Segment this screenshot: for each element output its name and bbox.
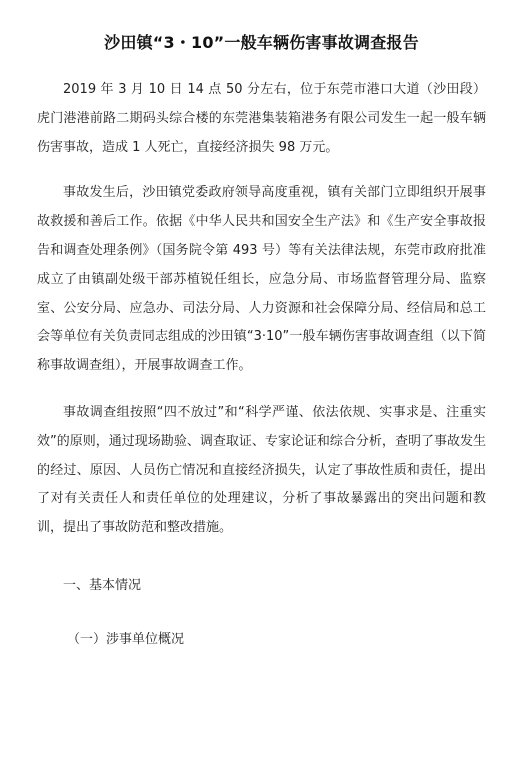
paragraph-investigation-team: 事故发生后，沙田镇党委政府领导高度重视，镇有关部门立即组织开展事故救援和善后工作。依据《中华人民共和国安全生产法》和《生产安全事故报告和调查处理条例》（国务院令第 493 号）等有关法律法规，东莞市政府批准成立了由镇副处级干部苏植锐任组长，应急分局、市场监督管理分局、监察室、公安分局、应急办、司法分局、人力资源和社会保障分局、经信局和总工会等单位有关负责同志组成的沙田镇“3·10”一般车辆伤害事故调查组（以下简称事故调查组），开展事故调查工作。	[37, 185, 486, 374]
paragraph-investigation-principles: 事故调查组按照“四不放过”和“科学严谨、依法依规、实事求是、注重实效”的原则，通过现场勘验、调查取证、专家论证和综合分析，查明了事故发生的经过、原因、人员伤亡情况和直接经济损失，认定了事故性质和责任，提出了对有关责任人和责任单位的处理建议，分析了事故暴露出的突出问题和教训，提出了事故防范和整改措施。	[37, 404, 486, 536]
section-heading-basic-info: 一、基本情况	[63, 577, 142, 593]
document-title: 沙田镇“3・10”一般车辆伤害事故调查报告	[104, 33, 419, 52]
subsection-heading-company-overview: （一）涉事单位概况	[67, 631, 185, 647]
paragraph-accident-summary: 2019 年 3 月 10 日 14 点 50 分左右，位于东莞市港口大道（沙田段）虎门港港前路二期码头综合楼的东莞港集装箱港务有限公司发生一起一般车辆伤害事故，造成 1 人死亡，直接经济损失 98 万元。	[37, 82, 486, 155]
